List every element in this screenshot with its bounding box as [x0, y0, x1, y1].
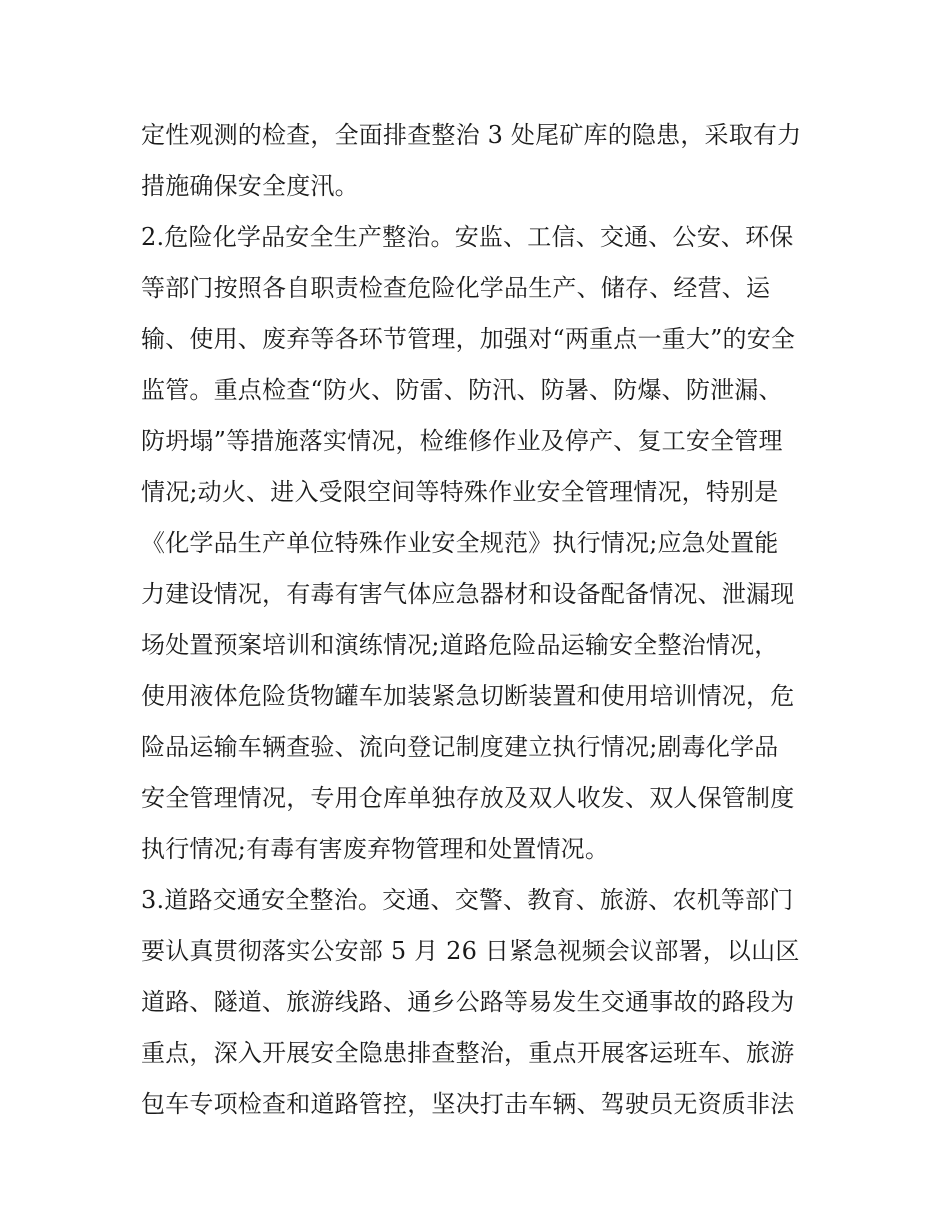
document-body	[141, 110, 821, 1130]
text-line: 2.危险化学品安全生产整治。安监、工信、交通、公安、环保	[141, 223, 794, 251]
text-line: 定性观测的检查，全面排查整治 3 处尾矿库的隐患，采取有力	[141, 121, 802, 149]
text-line: 要认真贯彻落实公安部 5 月 26 日紧急视频会议部署，以山区	[141, 937, 800, 965]
text-line: 情况;动火、进入受限空间等特殊作业安全管理情况，特别是	[141, 478, 779, 506]
text-line: 监管。重点检查“防火、防雷、防汛、防暑、防爆、防泄漏、	[141, 376, 783, 404]
text-line: 安全管理情况，专用仓库单独存放及双人收发、双人保管制度	[141, 784, 795, 812]
text-line: 力建设情况，有毒有害气体应急器材和设备配备情况、泄漏现	[141, 580, 795, 608]
text-line: 防坍塌”等措施落实情况，检维修作业及停产、复工安全管理	[141, 427, 783, 455]
text-line: 等部门按照各自职责检查危险化学品生产、储存、经营、运	[141, 274, 771, 302]
text-line: 措施确保安全度汛。	[141, 172, 359, 200]
text-line: 重点，深入开展安全隐患排查整治，重点开展客运班车、旅游	[141, 1039, 795, 1067]
text-line: 场处置预案培训和演练情况;道路危险品运输安全整治情况，	[141, 631, 779, 659]
text-line: 输、使用、废弃等各环节管理，加强对“两重点一重大”的安全	[141, 325, 796, 353]
text-line: 《化学品生产单位特殊作业安全规范》执行情况;应急处置能	[141, 529, 779, 557]
text-line: 包车专项检查和道路管控，坚决打击车辆、驾驶员无资质非法	[141, 1090, 795, 1118]
text-line: 使用液体危险货物罐车加装紧急切断装置和使用培训情况，危	[141, 682, 795, 710]
text-line: 3.道路交通安全整治。交通、交警、教育、旅游、农机等部门	[141, 886, 794, 914]
text-line: 执行情况;有毒有害废弃物管理和处置情况。	[141, 835, 610, 863]
text-line: 道路、隧道、旅游线路、通乡公路等易发生交通事故的路段为	[141, 988, 795, 1016]
text-line: 险品运输车辆查验、流向登记制度建立执行情况;剧毒化学品	[141, 733, 779, 761]
